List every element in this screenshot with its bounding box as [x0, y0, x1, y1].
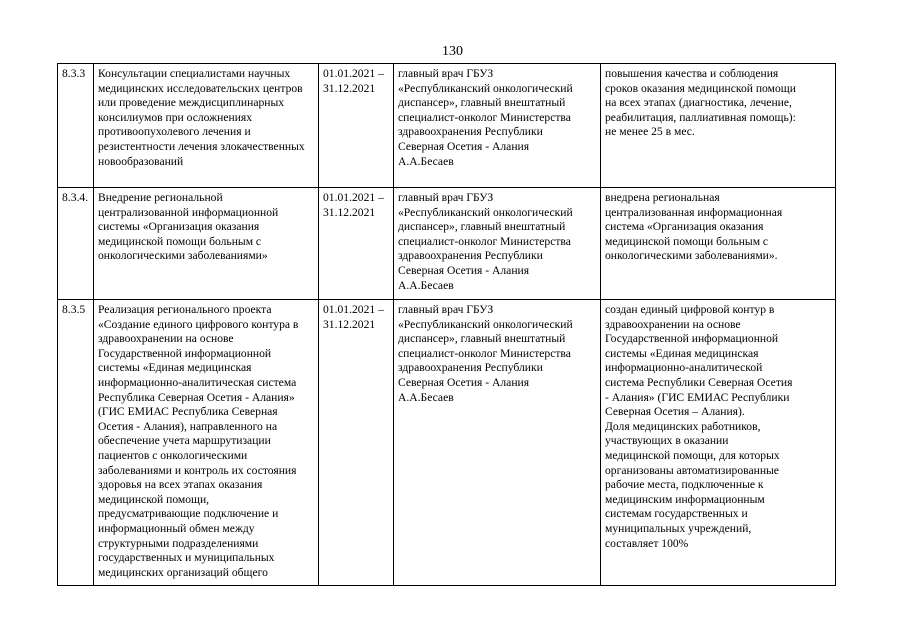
item-number: 8.3.4. [58, 188, 94, 300]
expected-result: повышения качества и соблюдения сроков оказания медицинской помощи на всех этапах (диагностика, лечение, реабилитация, паллиативная помощь): не менее 25 в мес. [601, 64, 836, 188]
activity-description: Консультации специалистами научных медицинских исследовательских центров или проведение междисциплинарных консилиумов при осложнениях противоопухолевого лечения и резистентности лечения злокачественных новообразований [94, 64, 319, 188]
responsible-person: главный врач ГБУЗ «Республиканский онкологический диспансер», главный внештатный специалист-онколог Министерства здравоохранения Республики Северная Осетия - Алания А.А.Бесаев [394, 188, 601, 300]
period-dates: 01.01.2021 – 31.12.2021 [319, 188, 394, 300]
item-number: 8.3.3 [58, 64, 94, 188]
period-dates: 01.01.2021 – 31.12.2021 [319, 64, 394, 188]
page-number: 130 [442, 44, 463, 59]
item-number: 8.3.5 [58, 300, 94, 586]
table-row [58, 300, 836, 586]
activity-table [57, 63, 836, 586]
table-row [58, 64, 836, 188]
activity-description: Реализация регионального проекта «Создание единого цифрового контура в здравоохранении на основе Государственной информационной системы «Единая медицинская информационно-аналитическая система Республика Северная Осетия - Алания» (ГИС ЕМИАС Республика Северная Осетия - Алания), направленного на обеспечение учета маршрутизации пациентов с онкологическими заболеваниями и контроль их состояния здоровья на всех этапах оказания медицинской помощи, предусматривающие подключение и информационный обмен между структурными подразделениями государственных и муниципальных медицинских организаций общего [94, 300, 319, 586]
responsible-person: главный врач ГБУЗ «Республиканский онкологический диспансер», главный внештатный специалист-онколог Министерства здравоохранения Республики Северная Осетия - Алания А.А.Бесаев [394, 64, 601, 188]
expected-result: внедрена региональная централизованная информационная система «Организация оказания медицинской помощи больным с онкологическими заболеваниями». [601, 188, 836, 300]
expected-result: создан единый цифровой контур в здравоохранении на основе Государственной информационной системы «Единая медицинская информационно-аналитической система Республики Северная Осетия - Алания» (ГИС ЕМИАС Республики Северная Осетия – Алания). Доля медицинских работников, участвующих в оказании медицинской помощи, для которых организованы автоматизированные рабочие места, подключенные к медицинским информационным системам государственных и муниципальных учреждений, составляет 100% [601, 300, 836, 586]
responsible-person: главный врач ГБУЗ «Республиканский онкологический диспансер», главный внештатный специалист-онколог Министерства здравоохранения Республики Северная Осетия - Алания А.А.Бесаев [394, 300, 601, 586]
activity-description: Внедрение региональной централизованной информационной системы «Организация оказания медицинской помощи больным с онкологическими заболеваниями» [94, 188, 319, 300]
table-row [58, 188, 836, 300]
period-dates: 01.01.2021 – 31.12.2021 [319, 300, 394, 586]
